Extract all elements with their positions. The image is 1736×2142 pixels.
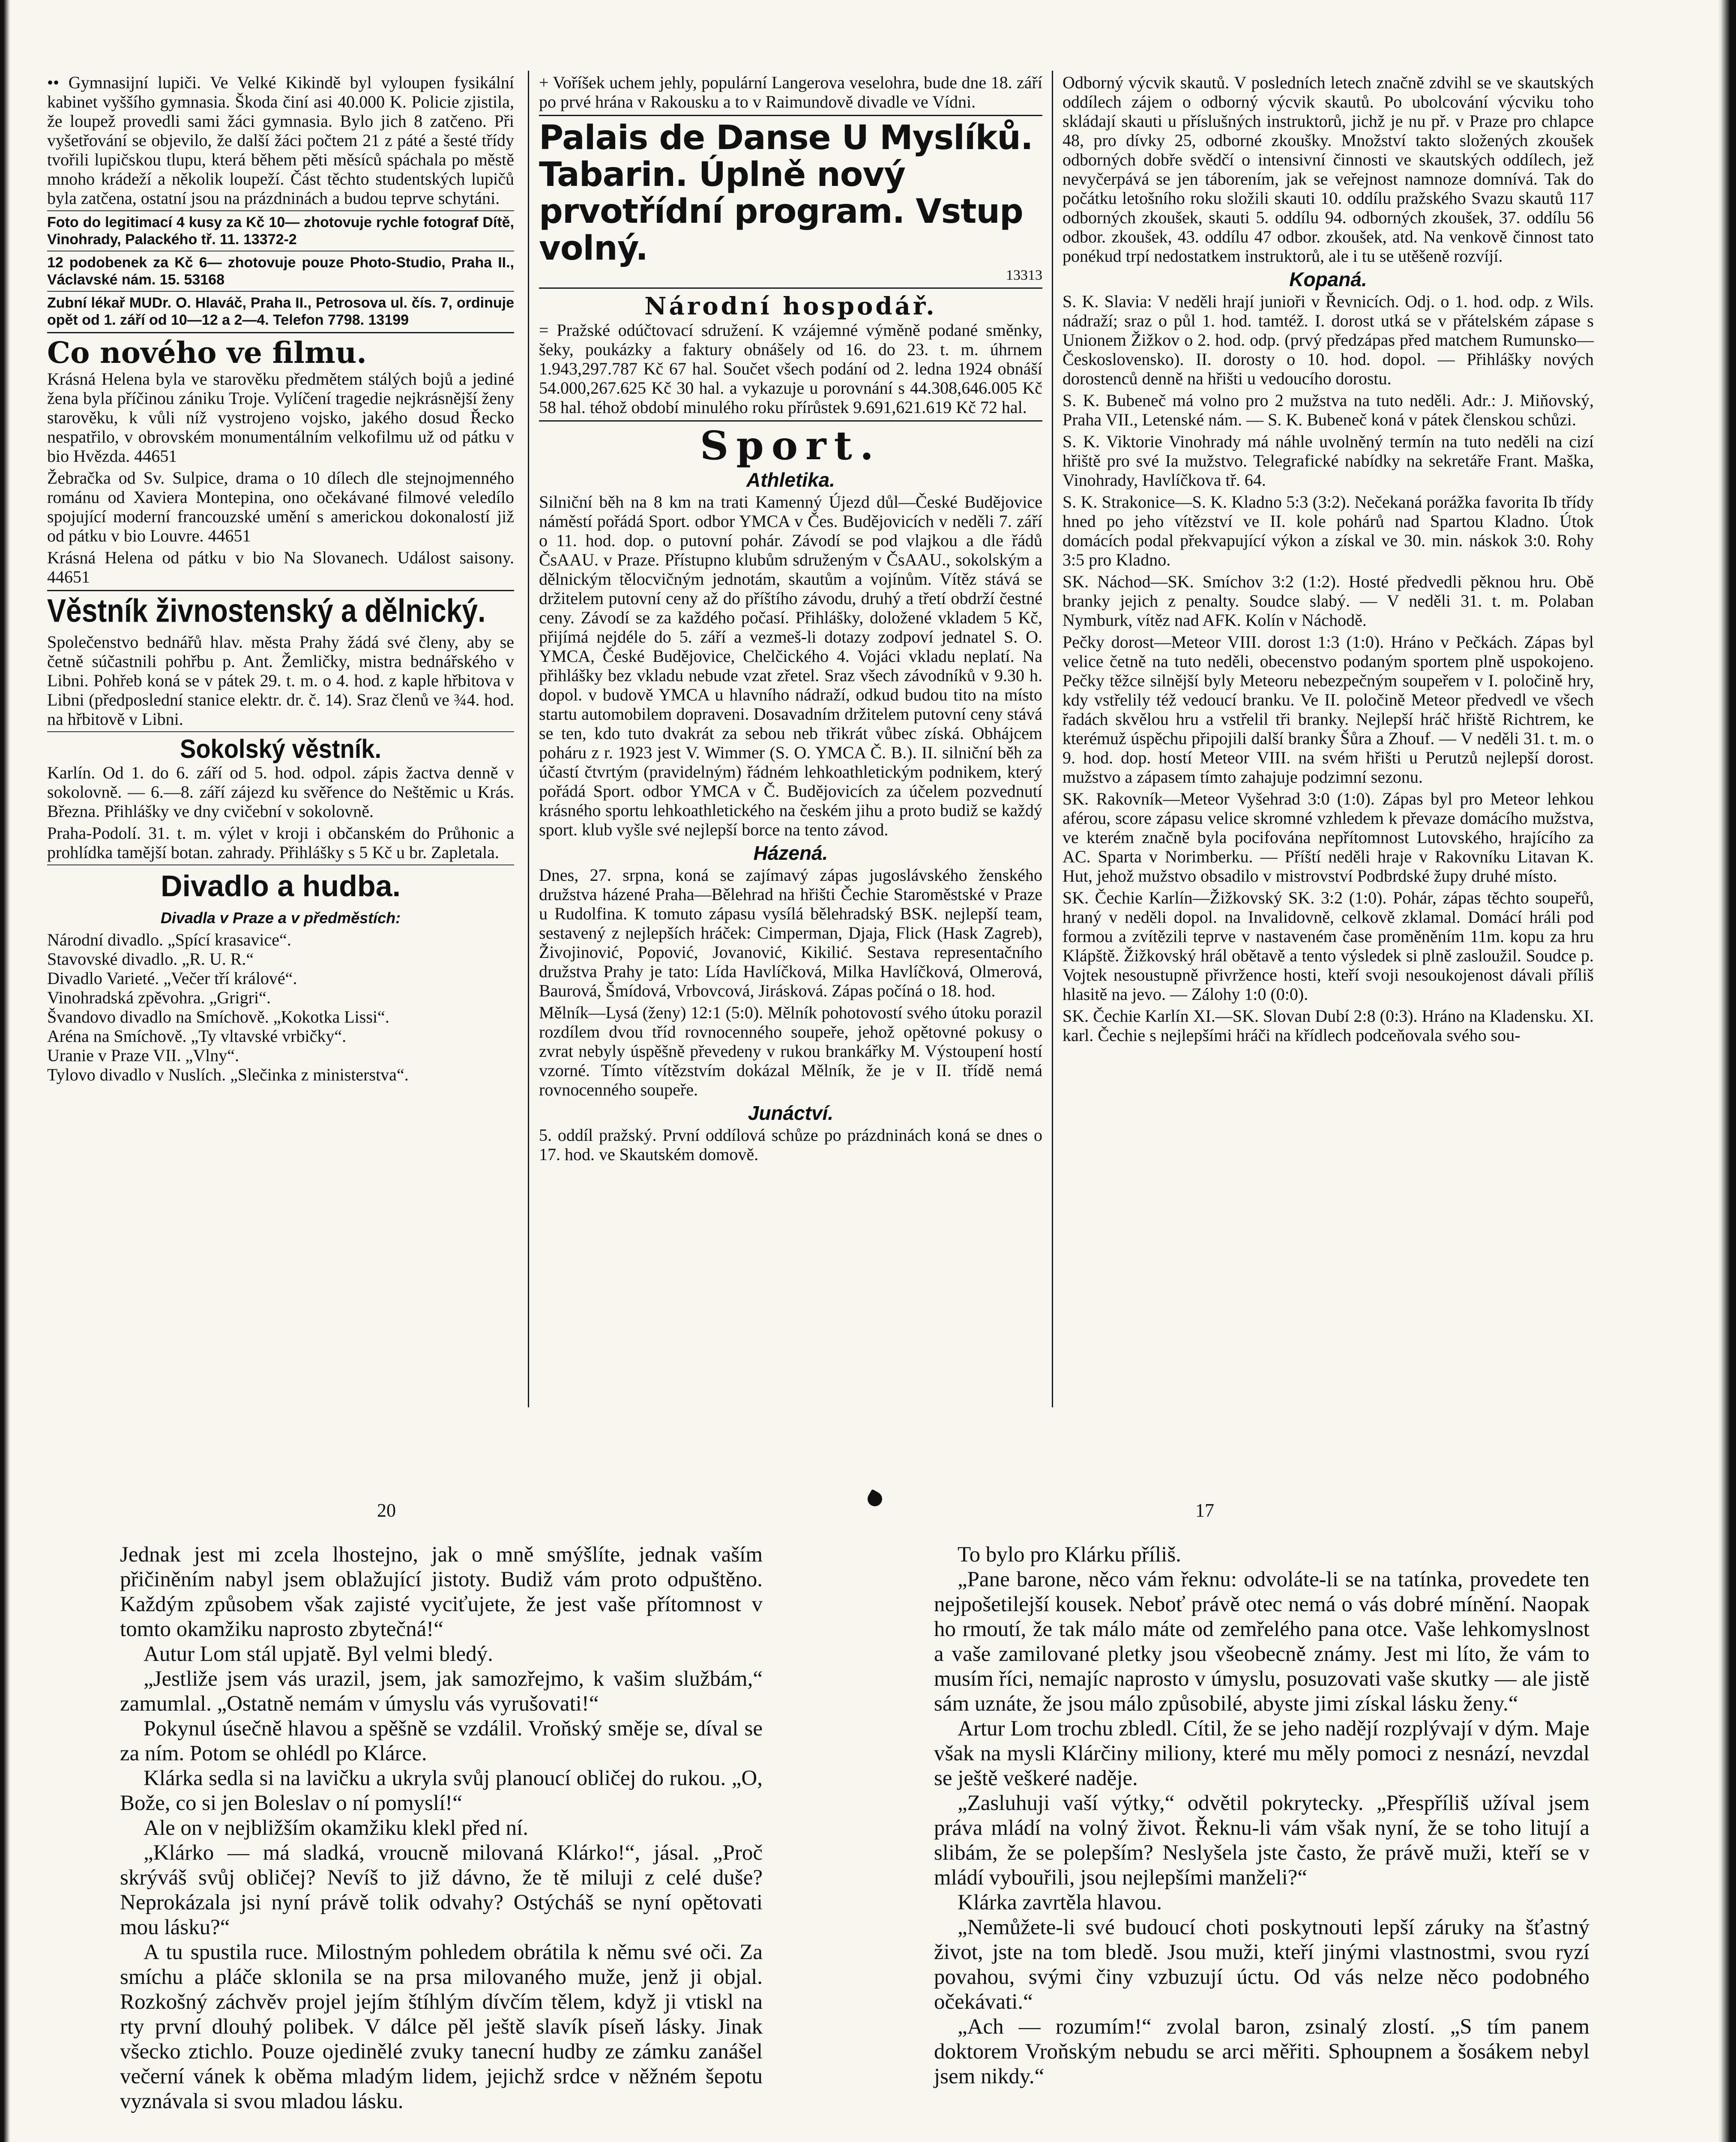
theatre-program-list [47,930,514,1084]
subheading-football: Kopaná. [1289,268,1367,290]
ad-number: 13313 [1006,267,1042,283]
athletics-road-race: Silniční běh na 8 km na trati Kamenný Újezd důl—České Budějovice náměstí pořádá Sport. odbor YMCA v Čes. Budějovicích v neděli 7. září o 11. hod. dop. o putovní pohár. Závodí se pod vlajkou a dle řádů ČsAAU. v Praze. Přístupno klubům sdruženým v ČsAAU., sokolským a dělnickým tělocvičným jednotám, skautům a vojínům. Vítěz stává se držitelem putovní ceny až do příštího závodu, druhý a třetí obdrží čestné ceny. Závodí se za každého počasí. Přihlášky, doložené vkladem 5 Kč, přijímá nejdéle do 5. září a vezmeš-li dotazy zodpoví jednatel S. O. YMCA, České Budějovice, Chelčického 4. Vojáci vkladu neplatí. Na přihlášky bez vkladu nebude vzat zřetel. Sraz všech závodníků v 9.30 h. dopol. v budově YMCA u hlavního nádraží, odkud budou tito na místo startu automobilem dopraveni. Dosavadním držitelem putovní ceny stává se ten, kdo tuto dvakrát za sebou neb třikrát vůbec získá. Obhájcem poháru z r. 1923 jest V. Wimmer (S. O. YMCA Č. B.). II. silniční běh za účastí čtvrtým (pravidelným) řádném lehkoathletickým podnikem, který pořádá Sport. odbor YMCA v Č. Budějovicích za účelem pozvednutí krásného sportu lehkoathletického na českém jihu a proto budiž se každý sport. klub vyšle své nejlepší borce na tento závod. [539,492,1042,839]
divider [47,590,514,591]
novel-page-left [120,1542,763,2114]
subheading-scouting: Junáctví. [748,1102,834,1124]
page-number-right: 17 [1195,1500,1214,1521]
divider [539,287,1042,289]
theatre-line: Tylovo divadlo v Nuslích. „Slečinka z ministerstva“. [47,1065,409,1084]
divider [47,332,514,333]
column-rule [528,71,529,1407]
novel-paragraph: „Nemůžete-li své budoucí choti poskytnouti lepší záruky na šťastný život, jste na tom bledě. Jsou muži, kteří jinými vlastnostmi, svou ryzí povahou, svými činy vzbuzují úctu. Od vás nelze něco podobného očekávati.“ [934,1915,1589,2014]
football-item: S. K. Slavia: V neděli hrají junioři v Řevnicích. Odj. o 1. hod. odp. z Wils. nádraží; sraz o půl 1. hod. tamtéž. I. dorost utká se v přátelském zápase s Unionem Žižkov o 2. hod. odp. (prvý předzápas před matchem Rumunsko—Československo). II. dorosty o 10. hod. dopol. — Přihlášky nových dorostenců denně na hřišti u vedoucího dorostu. [1063,292,1594,388]
novel-paragraph: „Klárko — má sladká, vroucně milovaná Klárko!“, jásal. „Proč skrýváš svůj obličej? Nevíš to již dávno, že tě miluji z celé duše? Neprokázala jsi nyní právě tolik odvahy? Ostýcháš se nyní opětovati mou lásku?“ [120,1841,763,1939]
news-vienna-comedy: + Voříšek uchem jehly, populární Langerova veselohra, bude dne 18. září po prvé hrána v Rakousku a to v Raimundově divadle ve Vídni. [539,73,1042,111]
theatre-line: Uranie v Praze VII. „Vlny“. [47,1046,239,1065]
divider [539,115,1042,116]
section-heading-film: Co nového ve filmu. [47,336,367,370]
novel-paragraph: To bylo pro Klárku příliš. [958,1543,1181,1567]
scouting-meeting: 5. oddíl pražský. První oddílová schůze po prázdninách koná se dnes o 17. hod. ve Skautském domově. [539,1125,1042,1164]
film-krasna-helena: Krásná Helena byla ve starověku předmětem stálých bojů a jediné žena byla příčinou zániku Troje. Vylíčení tragedie nejkrásnější ženy starověku, k vůli níž vystrojeno vojsko, jakého dosud Řecko nespatřilo, v obrovském monumentálním velkofilmu už od pátku v bio Hvězda. 44651 [47,369,514,466]
football-item: SK. Rakovník—Meteor Vyšehrad 3:0 (1:0). Zápas byl pro Meteor lehkou aférou, score zápasu velice skromné vzhledem k převaze domácího mužstva, ve kterém značně byla pocifována nepřítomnost Lutovského, hrajícího za AC. Sparta v Norimberku. — Příští neděli hraje v Rakovníku Litavan K. Hut, jehož mužstvo obsadilo v mistrovství Podbrdské župy druhé místo. [1063,789,1594,886]
scan-edge-left [0,0,10,2142]
news-gymnasium-robbers: •• Gymnasijní lupiči. Ve Velké Kikindě byl vyloupen fysikální kabinet vyššího gymnasia. Škoda činí asi 40.000 K. Policie zjistila, že loupež provedli sami žáci gymnasia. Bylo jich 8 zatčeno. Při vyšetřování se objevilo, že další žáci počtem 21 z páté a šesté třídy tvořili lupičskou tlupu, která během pěti měsíců spáchala po městě mnoho krádeží a několik loupeží. Část těchto studentských lupičů byla zatčena, ostatní jsou na prázdninách a budou teprve schytáni. [47,73,514,208]
football-item: S. K. Strakonice—S. K. Kladno 5:3 (3:2). Nečekaná porážka favorita Ib třídy hned po jeho vítězství ve II. kole pohárů nad Spartou Kladno. Útok domácích podal překvapující výkon a získal ve 30. min. náskok 3:0. Rohy 3:5 pro Kladno. [1063,492,1594,569]
novel-paragraph: Artur Lom trochu zbledl. Cítil, že se jeho nadějí rozplývají v dým. Maje však na mysli Klárčiny miliony, které mu měly pomoci z nesnází, nevzdal se ještě veškeré naděje. [934,1717,1589,1790]
section-heading-sport: Sport. [700,422,882,469]
section-heading-sokol: Sokolský věstník. [180,733,381,764]
film-slovany: Krásná Helena od pátku v bio Na Slovanech. Událost saisony. 44651 [47,548,514,586]
theatre-line: Vinohradská zpěvohra. „Grigri“. [47,988,271,1007]
ad-photo-studio: 12 podobenek za Kč 6— zhotovuje pouze Photo-Studio, Praha II., Václavské nám. 15. 53168 [47,254,514,288]
scan-edge-right [1719,0,1736,2142]
scouting-training: Odborný výcvik skautů. V posledních letech značně zdvihl se ve skautských oddílech zájem o odborný výcvik skautů. Po ubolcování výcviku toho skládají skauti u příslušných instruktorů, jichž je nu př. v Praze pro chlapce 48, pro dívky 25, odborné zkoušky. Množství takto složených zkoušek odborných dobře svědčí o intensivní činnosti ve skautských oddílech, jež nevyčerpává se jen táborením, jak se veřejnost namnoze domnívá. Tak do počátku letošního roku složili skauti 10. oddílu pražského Svazu skautů 117 odborných zkoušek, skauti 5. oddílu 94. odborných zkoušek, 37. oddílu 56 odbor. zkoušek, 43. oddílu 47 odbor. zkoušek, atd. Na venkově činnost tato ponékud trpí nedostatkem instruktorů, ale i tu se utěšeně rozvíjí. [1063,73,1594,266]
novel-paragraph: „Pane barone, něco vám řeknu: odvoláte-li se na tatínka, provedete ten nejpošetilejší kousek. Neboť právě otec nemá o vás dobré mínění. Naopak ho rmoutí, že tak málo máte od zemřelého pana otce. Vaše lehkomyslnost a vaše zamilované pletky jsou všeobecně známy. Jest mi líto, že vám to musím říci, nemajíc naprosto v úmyslu, posuzovati vaše skutky — ale jistě sám uznáte, že jsou málo způsobilé, abyste jimi získal lásku ženy.“ [934,1568,1589,1716]
page-number-left: 20 [377,1500,396,1521]
theatre-line: Aréna na Smíchově. „Ty vltavské vrbičky“. [47,1026,347,1046]
handball-belgrade: Dnes, 27. srpna, koná se zajímavý zápas jugoslávského ženského družstva házené Praha—Bělehrad na hřišti Čechie Staroměstské v Praze u Rudolfina. K tomuto zápasu vysílá bělehradský BSK. nejlepší team, sestavený z nejlepších hráček: Cimperman, Djaja, Flick (Hask Zagreb), Živojinović, Popović, Jovanović, Kikilić. Sestava representačního družstva Prahy je tato: Lída Havlíčková, Milka Havlíčková, Olmerová, Baurová, Šmídová, Vrbovcová, Jirásková. Zápas počíná o 18. hod. [539,865,1042,1000]
football-item: SK. Čechie Karlín XI.—SK. Slovan Dubí 2:8 (0:3). Hráno na Kladensku. XI. karl. Čechie s nejlepšími hráči na křídlech podceňovala svého sou- [1063,1006,1594,1045]
football-item: SK. Čechie Karlín—Žižkovský SK. 3:2 (1:0). Pohár, zápas těchto soupeřů, hraný v neděli dopol. na Invalidovně, celkově zklamal. Domácí hráli pod formou a zvítězili teprve v nastaveném čase proměněním 11m. kopu za hru Klápště. Žižkovský hrál obětavě a tento výsledek si plně zasloužil. Soudce p. Vojtek nesoustupně přivržence hosti, kteří svoji nesoukojenost dávali příliš hlasitě na jevo. — Zálohy 1:0 (0:0). [1063,888,1594,1004]
theatre-line: Divadlo Varieté. „Večer tří králové“. [47,969,297,988]
theatre-line: Národní divadlo. „Spící krasavice“. [47,930,291,949]
novel-paragraph: Jednak jest mi zcela lhostejno, jak o mně smýšlíte, jednak vaším přičiněním nabyl jsem oblažující jistoty. Budiž vám proto odpuštěno. Každým způsobem však zajisté vyciťujete, že jest vaše přítomnost v tomto okamžiku naprosto zbytečná!“ [120,1543,763,1641]
novel-paragraph: Ale on v nejbližším okamžiku klekl před ní. [144,1816,528,1840]
divider [47,291,514,292]
ad-palais-de-danse: Palais de Danse U Myslíků. Tabarin. Úplně nový prvotřídní program. Vstup volný. [539,119,1033,268]
novel-paragraph: Autur Lom stál upjatě. Byl velmi bledý. [144,1642,493,1666]
column-1 [47,73,514,1084]
novel-paragraph: Klárka sedla si na lavičku a ukryla svůj planoucí obličej do rukou. „O, Bože, co si jen Boleslav o ní pomyslí!“ [120,1766,763,1815]
handball-melnik: Mělník—Lysá (ženy) 12:1 (5:0). Mělník pohotovostí svého útoku porazil rozdílem dvou tříd rovnocenného soupeře, jehož opětovné pokusy o zvrat nebyly úspěšně převedeny v rukou brankářky M. Výstoupení hostí vzorné. Tímto vítězstvím dokázal Mělník, že je v II. třídě nemá rovnocenného soupeře. [539,1003,1042,1099]
novel-paragraph: „Ach — rozumím!“ zvolal baron, zsinalý zlostí. „S tím panem doktorem Vroňským nebudu se arci měřiti. Sphoupnem a šosákem nebyl jsem nikdy.“ [934,2015,1589,2088]
football-item: S. K. Bubeneč má volno pro 2 mužstva na tuto neděli. Adr.: J. Miňovský, Praha VII., Letenské nám. — S. K. Bubeneč koná v pátek členskou schůzi. [1063,391,1594,429]
subheading-athletics: Athletika. [746,469,835,491]
ad-photo-legitimation: Foto do legitimací 4 kusy za Kč 10— zhotovuje rychle fotograf Dítě, Vinohrady, Palackého tř. 11. 13372-2 [47,214,514,248]
economy-clearing: = Pražské odúčtovací sdružení. K vzájemné výměně podané směnky, šeky, poukázky a faktury obnášely od 16. do 23. t. m. úhrnem 1.943,297.787 Kč 67 hal. Součet všech podání od 2. ledna 1924 obnáší 54.000,267.625 Kč 30 hal. a vykazuje u porovnání s 44.308,646.005 Kč 58 hal. téhož období minulého roku přírůstek 9.691,621.619 Kč 72 hal. [539,320,1042,417]
divider [47,210,514,211]
novel-paragraph: „Zasluhuji vaší výtky,“ odvětil pokrytecky. „Přespříliš užíval jsem práva mládí na volný život. Řeknu-li vám však nyní, že se toho litují a slibám, že se polepším? Neslyšela jste často, že právě muži, kteří se v mládí vybouřili, jsou nejlepšími manželi?“ [934,1791,1589,1890]
novel-paragraph: A tu spustila ruce. Milostným pohledem obrátila k němu své oči. Za smíchu a pláče sklonila se na prsa milovaného muže, jenž ji objal. Rozkošný záchvěv projel jejím štíhlým dívčím tělem, když ji vtiskl na rty první dlouhý polibek. V dálce pěl ještě slavík píseň lásky. Jinak všecko ztichlo. Pouze ojedinělé zvuky tanecní hudby ze zámku zanášel večerní vánek k oběma mladým lidem, jejichž srdce v něžném šepotu vyznávala si svou mladou lásku. [120,1940,763,2113]
section-heading-theatre: Divadlo a hudba. [160,869,401,903]
section-heading-trade: Věstník živnostenský a dělnický. [47,592,486,629]
film-zebracka: Žebračka od Sv. Sulpice, drama o 10 dílech dle stejnojmenného románu od Xaviera Montepina, ono očekávané filmové veledílo spojující moderní francouzské umění s americkou dokonalostí již od pátku v bio Louvre. 44651 [47,468,514,545]
novel-paragraph: „Jestliže jsem vás urazil, jsem, jak samozřejmo, k vašim službám,“ zamumlal. „Ostatně nemám v úmyslu vás vyrušovati!“ [120,1667,763,1716]
football-item: Pečky dorost—Meteor VIII. dorost 1:3 (1:0). Hráno v Pečkách. Zápas byl velice četně na tuto neděli, obecenstvo podaným sportem plně uspokojeno. Pečky těžce silnější byly Meteoru nebezpečným soupeřem v I. poločině hry, kdy vstřelily též vedoucí branku. Ve II. poločině Meteor předvedl ve všech řadách skvělou hru a vstřelil tři branky. Nejlepší hráč hřiště Richtrem, ke kterémuž úspěchu připojili další branky Šůra a Zhouf. — V neděli 31. t. m. o 9. hod. dop. hostí Meteor VIII. na svém hřišti u Perutzů nejlepší dorost. mužstvo a zápasem tímto zahajuje podzimní sezonu. [1063,632,1594,787]
ink-mark [865,1489,885,1509]
novel-paragraph: Pokynul úsečně hlavou a spěšně se vzdálil. Vroňský směje se, díval se za ním. Potom se ohlédl po Klárce. [120,1717,763,1765]
novel-paragraph: Klárka zavrtěla hlavou. [958,1891,1162,1915]
sokol-podoli: Praha-Podolí. 31. t. m. výlet v kroji i občanském do Průhonic a prohlídka tamější botan. zahrady. Přihlášky s 5 Kč u br. Zapletala. [47,823,514,862]
column-3 [1063,73,1594,1047]
theatre-line: Stavovské divadlo. „R. U. R.“ [47,949,254,969]
subheading-handball: Házená. [753,842,828,864]
trade-coopers-guild: Společenstvo bednářů hlav. města Prahy žádá své členy, aby se četně súčastnili pohřbu p. Ant. Žemličky, mistra bednářského v Libni. Pohřeb koná se v pátek 29. t. m. o 4. hod. z kaple hřbitova v Libni (předposlední stanice elektr. dr. č. 14). Sraz členů ve ¾4. hod. na hřbitově v Libni. [47,632,514,729]
theatre-subheading: Divadla v Praze a v předměstích: [160,909,401,927]
ad-dentist: Zubní lékař MUDr. O. Hlaváč, Praha II., Petrosova ul. čís. 7, ordinuje opět od 1. září od 10—12 a 2—4. Telefon 7798. 13199 [47,295,514,328]
divider [47,731,514,732]
sokol-karlin: Karlín. Od 1. do 6. září od 5. hod. odpol. zápis žactva denně v sokolovně. — 6.—8. září zájezd ku svěřence do Neštěmic u Krás. Března. Přihlášky ve dny cvičební v sokolovně. [47,763,514,821]
theatre-line: Švandovo divadlo na Smíchově. „Kokotka Lissi“. [47,1007,389,1026]
novel-page-right [934,1542,1589,2089]
divider [539,420,1042,422]
football-item: S. K. Viktorie Vinohrady má náhle uvolněný termín na tuto neděli na cizí hřiště pro své Ia mužstvo. Telegrafické nabídky na sekretáře Frant. Maška, Vinohrady, Havlíčkova tř. 64. [1063,432,1594,490]
column-2 [539,73,1042,1167]
football-item: SK. Náchod—SK. Smíchov 3:2 (1:2). Hosté předvedli pěknou hru. Obě branky jejich z penalty. Soudce slabý. — V neděli 31. t. m. Polaban Nymburk, vítěz nad AFK. Kolín v Náchodě. [1063,572,1594,630]
column-rule [1052,71,1053,1407]
section-heading-economy: Národní hospodář. [644,292,937,320]
